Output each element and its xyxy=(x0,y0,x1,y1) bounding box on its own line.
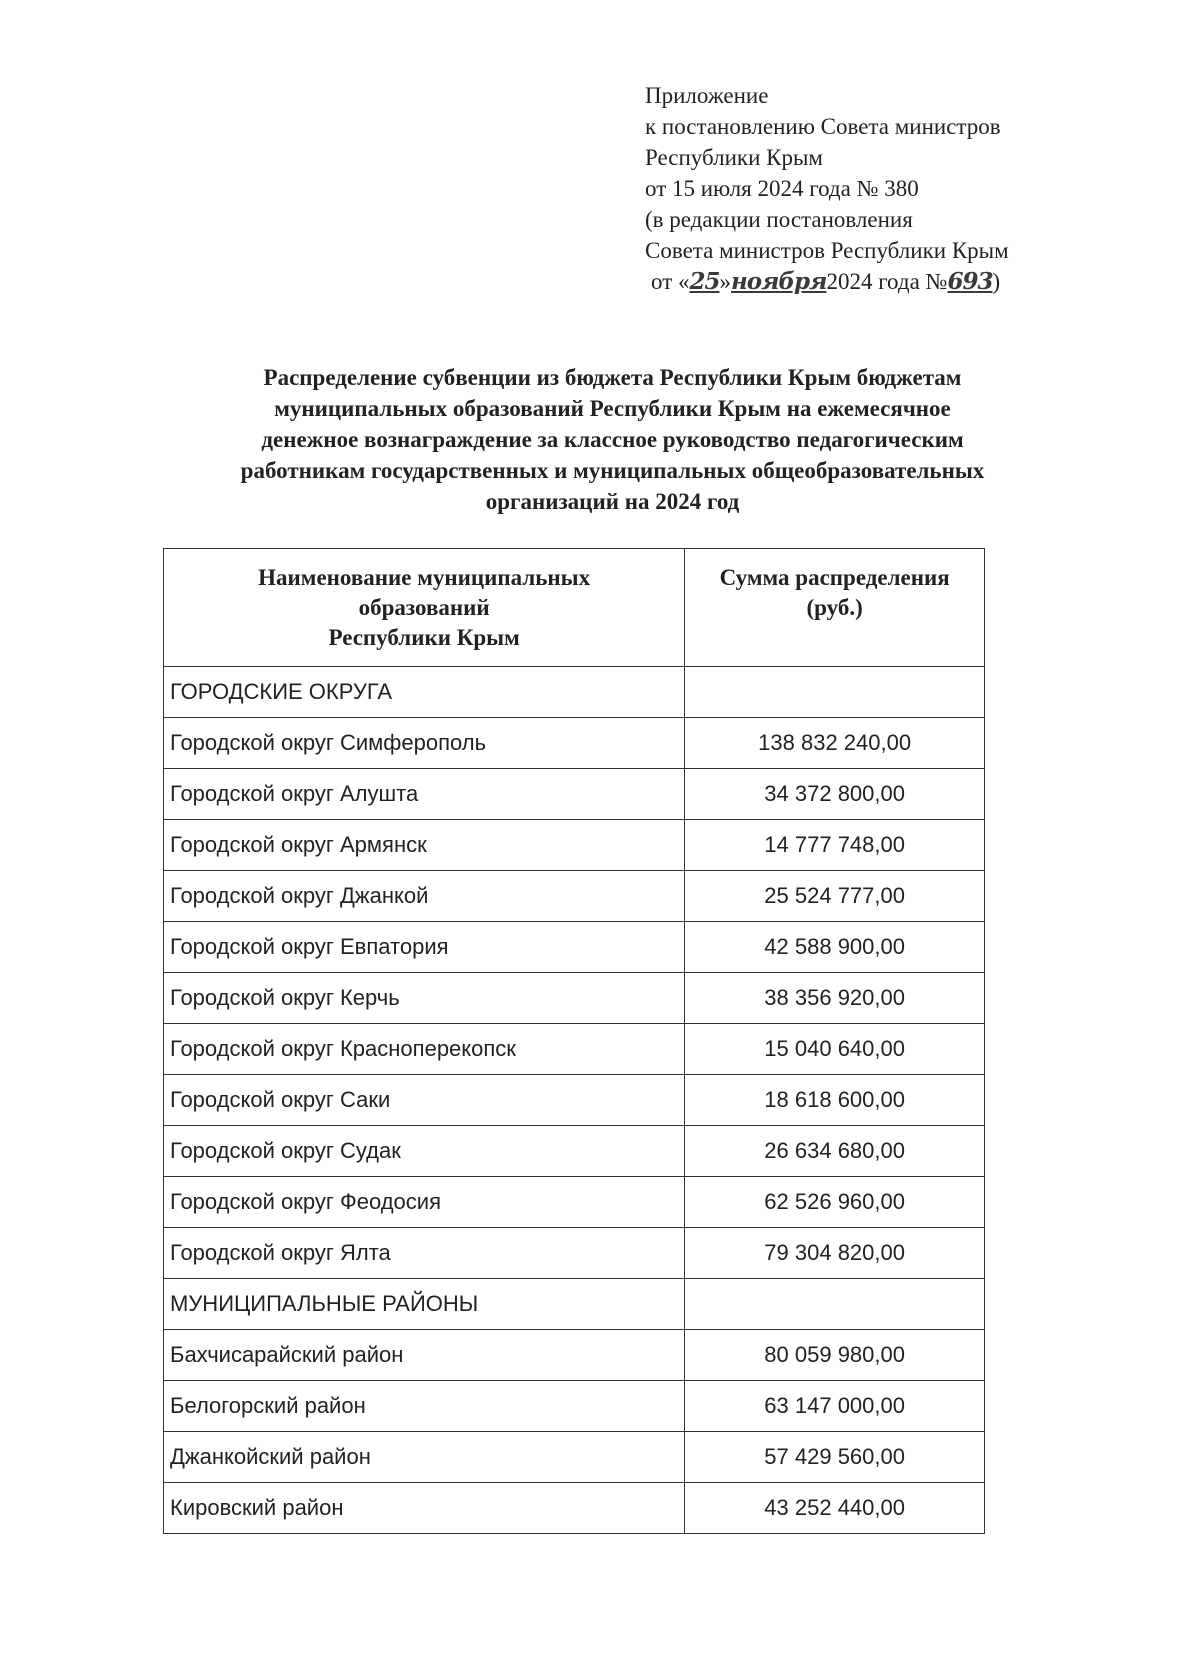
row-amount: 138 832 240,00 xyxy=(685,718,985,769)
appendix-line-4: от 15 июля 2024 года № 380 xyxy=(645,176,919,201)
row-name: Городской округ Армянск xyxy=(164,820,685,871)
title-line-3: денежное вознаграждение за классное руководство педагогическим xyxy=(261,427,964,452)
row-amount: 15 040 640,00 xyxy=(685,1024,985,1075)
row-name: Городской округ Евпатория xyxy=(164,922,685,973)
amendment-suffix: ) xyxy=(992,269,1001,294)
row-amount: 57 429 560,00 xyxy=(685,1432,985,1483)
row-name: Городской округ Судак xyxy=(164,1126,685,1177)
row-name: Городской округ Ялта xyxy=(164,1228,685,1279)
handwritten-month: ноября xyxy=(731,268,827,295)
header-amount-line-2: (руб.) xyxy=(806,595,863,620)
table-row xyxy=(164,973,985,1024)
appendix-block xyxy=(645,80,1095,297)
row-name: Городской округ Феодосия xyxy=(164,1177,685,1228)
table-row xyxy=(164,1126,985,1177)
row-name: ГОРОДСКИЕ ОКРУГА xyxy=(164,667,685,718)
table-row xyxy=(164,718,985,769)
row-amount: 80 059 980,00 xyxy=(685,1330,985,1381)
title-line-1: Распределение субвенции из бюджета Республики Крым бюджетам xyxy=(263,365,962,390)
amendment-year: 2024 года № xyxy=(826,269,948,294)
row-name: Городской округ Красноперекопск xyxy=(164,1024,685,1075)
header-municipality-line-2: образований xyxy=(358,595,490,620)
table-row-section xyxy=(164,667,985,718)
row-amount xyxy=(685,667,985,718)
row-amount: 25 524 777,00 xyxy=(685,871,985,922)
table-row xyxy=(164,1177,985,1228)
amendment-prefix: от « xyxy=(651,269,690,294)
row-name: Городской округ Симферополь xyxy=(164,718,685,769)
table-row xyxy=(164,820,985,871)
header-municipality-line-1: Наименование муниципальных xyxy=(258,565,591,590)
row-amount: 63 147 000,00 xyxy=(685,1381,985,1432)
table-row xyxy=(164,1483,985,1534)
row-name: Городской округ Керчь xyxy=(164,973,685,1024)
table-header-row xyxy=(164,549,985,667)
row-amount: 43 252 440,00 xyxy=(685,1483,985,1534)
header-amount-line-1: Сумма распределения xyxy=(719,565,950,590)
appendix-line-5: (в редакции постановления xyxy=(645,207,913,232)
amendment-date-line xyxy=(645,266,1095,297)
row-amount: 42 588 900,00 xyxy=(685,922,985,973)
table-row xyxy=(164,769,985,820)
title-line-4: работникам государственных и муниципальных общеобразовательных xyxy=(240,458,985,483)
table-row xyxy=(164,922,985,973)
row-amount: 62 526 960,00 xyxy=(685,1177,985,1228)
appendix-line-3: Республики Крым xyxy=(645,145,823,170)
table-row-section xyxy=(164,1279,985,1330)
row-amount: 79 304 820,00 xyxy=(685,1228,985,1279)
table-row xyxy=(164,1024,985,1075)
header-municipality-line-3: Республики Крым xyxy=(328,625,520,650)
row-amount: 14 777 748,00 xyxy=(685,820,985,871)
row-amount: 34 372 800,00 xyxy=(685,769,985,820)
appendix-line-2: к постановлению Совета министров xyxy=(645,114,1001,139)
table-row xyxy=(164,871,985,922)
row-name: Городской округ Саки xyxy=(164,1075,685,1126)
row-amount: 26 634 680,00 xyxy=(685,1126,985,1177)
title-line-2: муниципальных образований Республики Крым на ежемесячное xyxy=(274,396,951,421)
row-name: Бахчисарайский район xyxy=(164,1330,685,1381)
title-line-5: организаций на 2024 год xyxy=(485,489,740,514)
table-row xyxy=(164,1075,985,1126)
handwritten-number: 693 xyxy=(947,268,993,295)
row-amount: 38 356 920,00 xyxy=(685,973,985,1024)
appendix-line-6: Совета министров Республики Крым xyxy=(645,238,1009,263)
row-amount xyxy=(685,1279,985,1330)
handwritten-day: 25 xyxy=(689,268,720,295)
distribution-table xyxy=(163,548,985,1534)
row-name: Белогорский район xyxy=(164,1381,685,1432)
header-municipality xyxy=(164,549,685,667)
row-name: Городской округ Джанкой xyxy=(164,871,685,922)
row-amount: 18 618 600,00 xyxy=(685,1075,985,1126)
table-row xyxy=(164,1432,985,1483)
row-name: Городской округ Алушта xyxy=(164,769,685,820)
row-name: МУНИЦИПАЛЬНЫЕ РАЙОНЫ xyxy=(164,1279,685,1330)
table-row xyxy=(164,1381,985,1432)
appendix-line-1: Приложение xyxy=(645,83,769,108)
table-row xyxy=(164,1330,985,1381)
header-amount xyxy=(685,549,985,667)
amendment-quote: » xyxy=(719,269,732,294)
row-name: Джанкойский район xyxy=(164,1432,685,1483)
table-row xyxy=(164,1228,985,1279)
document-title xyxy=(150,362,1075,517)
row-name: Кировский район xyxy=(164,1483,685,1534)
